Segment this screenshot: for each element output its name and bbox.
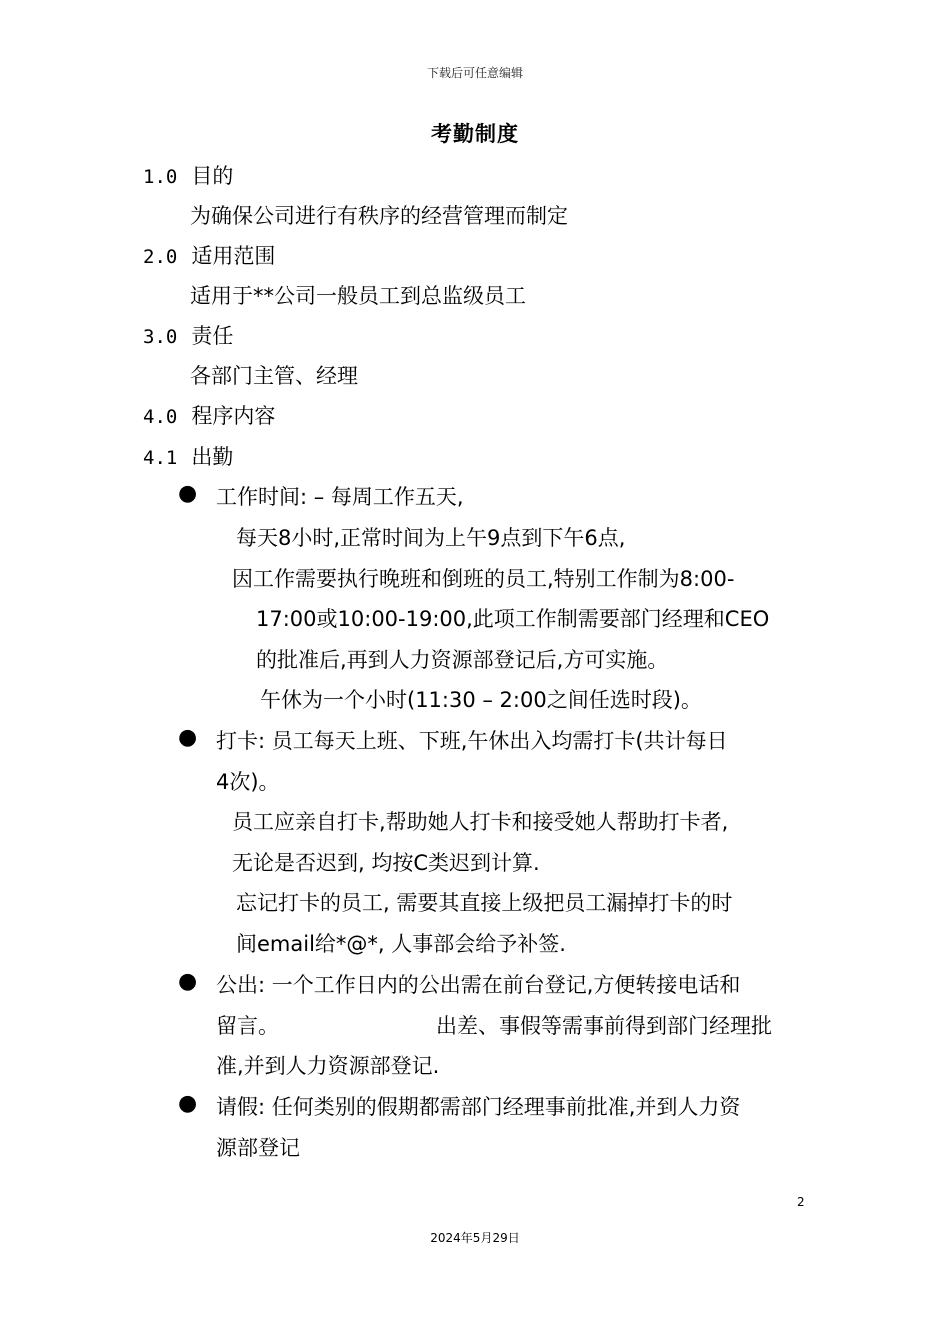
section-label: 目的 — [191, 164, 234, 188]
section-label: 程序内容 — [191, 404, 276, 428]
bullet-icon: ● — [178, 969, 198, 994]
page-header: 下载后可任意编辑 — [426, 66, 523, 80]
out-line: 准,并到人力资源部登记. — [216, 1054, 440, 1078]
punch-line: 间email给*@*, 人事部会给予补签. — [236, 932, 566, 956]
work-time-line: 17:00或10:00-19:00,此项工作制需要部门经理和CEO — [256, 607, 770, 631]
work-time-line: 午休为一个小时(11:30 – 2:00之间任选时段)。 — [260, 688, 702, 712]
section-label: 适用范围 — [191, 244, 276, 268]
scope-text: 适用于**公司一般员工到总监级员工 — [190, 284, 526, 308]
section-3-heading — [143, 320, 233, 350]
section-number: 1.0 — [143, 166, 178, 188]
section-number: 3.0 — [143, 326, 178, 348]
section-1-heading — [143, 160, 233, 190]
out-line: 出差、事假等需事前得到部门经理批 — [436, 1014, 772, 1038]
section-number: 4.0 — [143, 406, 178, 428]
work-time-line: 工作时间: – 每周工作五天, — [216, 485, 464, 509]
section-4-1-heading — [143, 441, 233, 471]
section-label: 责任 — [191, 324, 234, 348]
leave-line: 请假: 任何类别的假期都需部门经理事前批准,并到人力资 — [216, 1095, 741, 1119]
punch-line: 打卡: 员工每天上班、下班,午休出入均需打卡(共计每日 — [216, 729, 728, 753]
purpose-text: 为确保公司进行有秩序的经营管理而制定 — [190, 204, 568, 228]
bullet-icon: ● — [178, 725, 198, 750]
section-label: 出勤 — [191, 445, 234, 469]
footer-date: 2024年5月29日 — [430, 1231, 520, 1245]
punch-line: 4次)。 — [216, 770, 280, 794]
punch-line: 员工应亲自打卡,帮助她人打卡和接受她人帮助打卡者, — [232, 810, 729, 834]
work-time-line: 的批准后,再到人力资源部登记后,方可实施。 — [256, 648, 669, 672]
work-time-line: 因工作需要执行晚班和倒班的员工,特别工作制为8:00- — [232, 567, 735, 591]
section-4-heading — [143, 400, 275, 430]
document-title: 考勤制度 — [431, 122, 519, 146]
responsibility-text: 各部门主管、经理 — [190, 364, 358, 388]
bullet-icon: ● — [178, 481, 198, 506]
bullet-icon: ● — [178, 1091, 198, 1116]
leave-line: 源部登记 — [216, 1136, 300, 1160]
page-number: 2 — [797, 1195, 805, 1209]
work-time-line: 每天8小时,正常时间为上午9点到下午6点, — [236, 526, 626, 550]
out-line: 公出: 一个工作日内的公出需在前台登记,方便转接电话和 — [216, 973, 741, 997]
out-line: 留言。 — [216, 1014, 279, 1038]
punch-line: 忘记打卡的员工, 需要其直接上级把员工漏掉打卡的时 — [236, 891, 733, 915]
section-number: 4.1 — [143, 447, 178, 469]
section-number: 2.0 — [143, 246, 178, 268]
section-2-heading — [143, 240, 275, 270]
punch-line: 无论是否迟到, 均按C类迟到计算. — [232, 851, 540, 875]
